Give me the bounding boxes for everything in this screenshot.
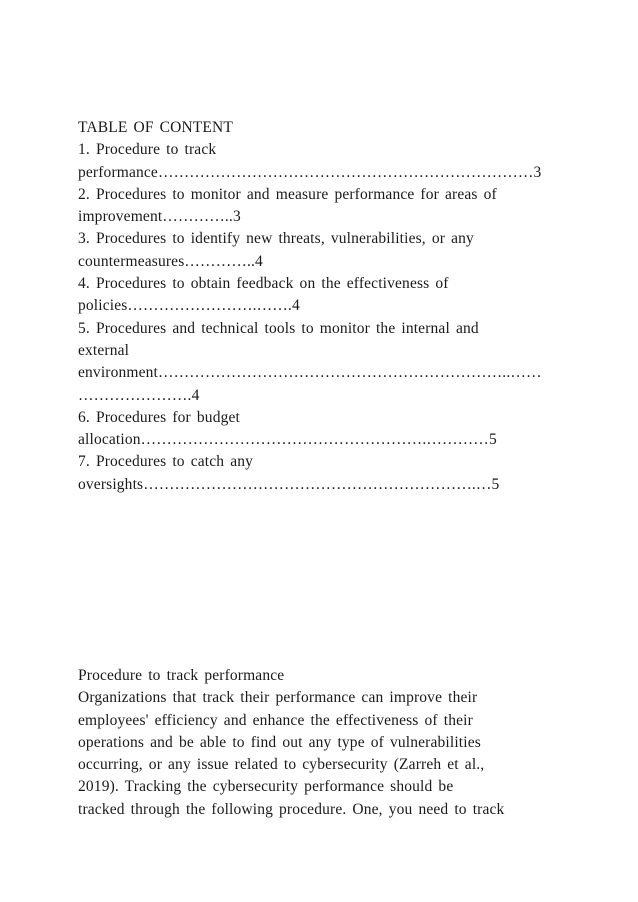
toc-line: 5. Procedures and technical tools to monitor the internal and [78,319,479,337]
paragraph-line: tracked through the following procedure. One, you need to track [78,800,505,818]
toc-line: performance………………………………………………………………3 [78,163,542,181]
toc-line: 1. Procedure to track [78,141,217,159]
paragraph-line: operations and be able to find out any type of vulnerabilities [78,733,481,751]
toc-line: external [78,341,130,359]
section-track-performance [78,665,558,821]
paragraph-line: Organizations that track their performance can improve their [78,689,478,707]
toc-line: 2. Procedures to monitor and measure performance for areas of [78,185,497,203]
toc-line: allocation……………………………………………….…………5 [78,431,497,449]
toc-line: 4. Procedures to obtain feedback on the effectiveness of [78,275,449,293]
toc-line: countermeasures…………..4 [78,252,263,270]
toc-line: improvement…………..3 [78,208,241,226]
section-title: Procedure to track performance [78,667,285,684]
toc-line: oversights……………………………………………………….…5 [78,475,500,493]
toc-line: 7. Procedures to catch any [78,453,254,471]
toc-line: ………………….4 [78,386,200,404]
toc-line: 3. Procedures to identify new threats, vulnerabilities, or any [78,230,474,248]
table-of-contents [78,117,558,496]
toc-line: 6. Procedures for budget [78,408,240,426]
paragraph-line: employees' efficiency and enhance the effectiveness of their [78,711,473,729]
toc-line: environment…………………………………………………………..…… [78,364,542,382]
paragraph-line: occurring, or any issue related to cybersecurity (Zarreh et al., [78,756,485,774]
toc-line: policies…………………….…….4 [78,297,300,315]
paragraph-line: 2019). Tracking the cybersecurity performance should be [78,778,454,796]
toc-heading: TABLE OF CONTENT [78,119,233,136]
